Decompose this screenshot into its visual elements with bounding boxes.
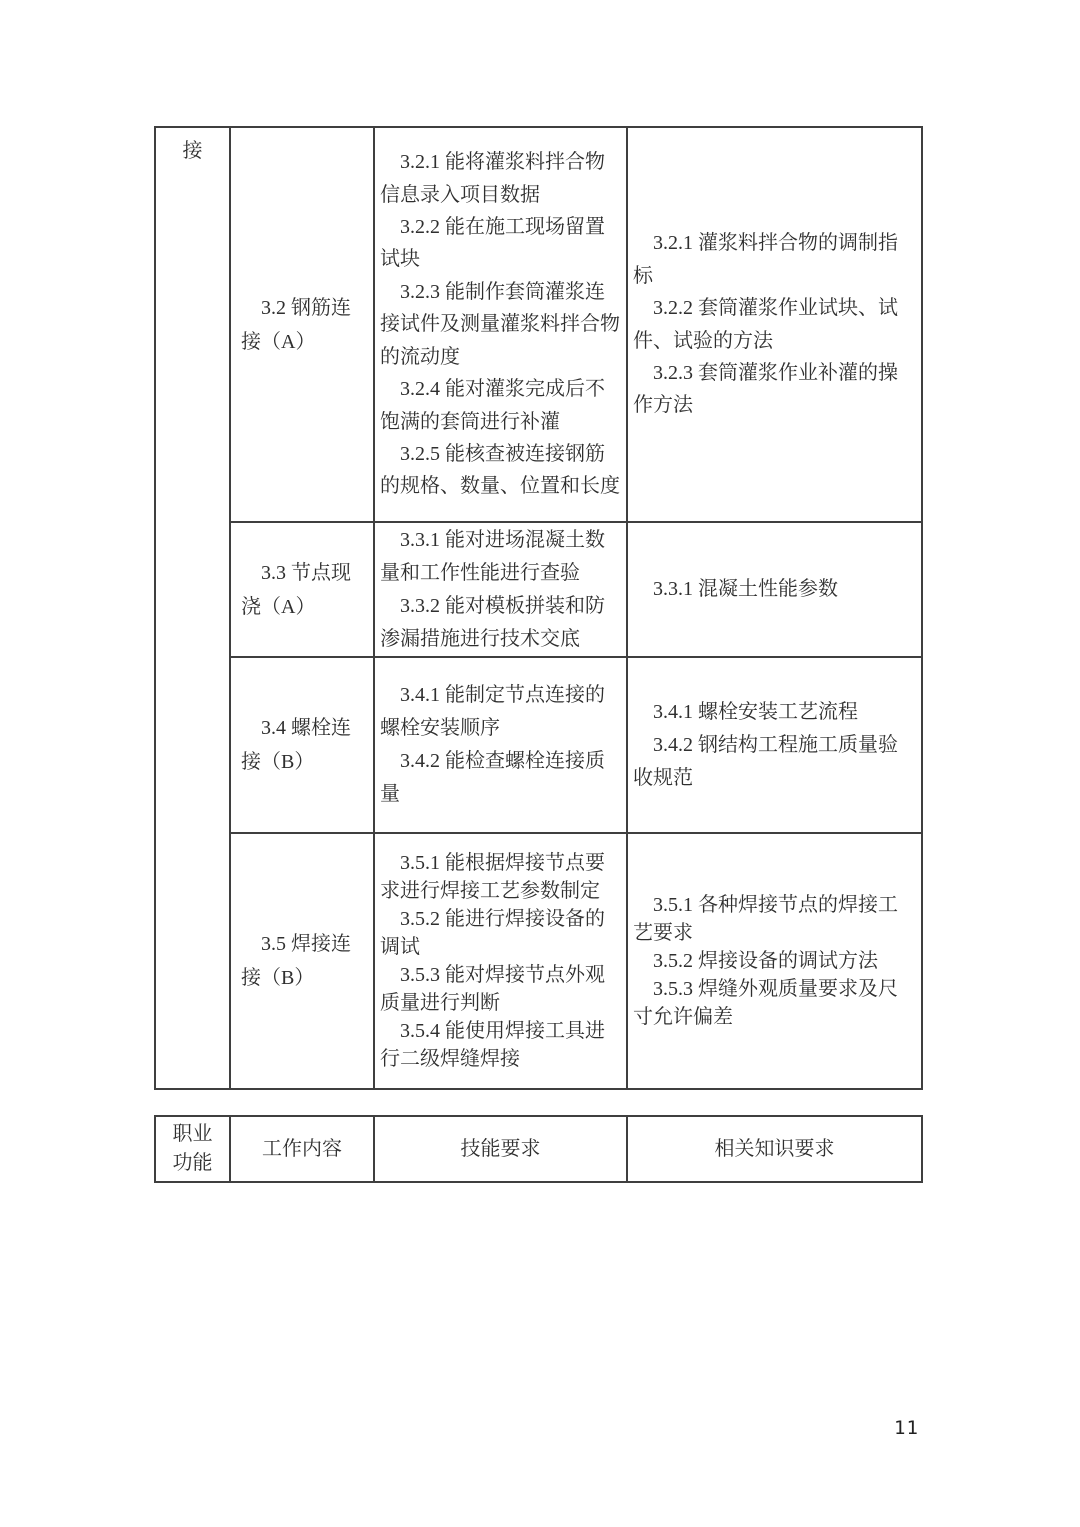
work-content-cell-3-5 xyxy=(229,832,373,1088)
knowledge-item: 3.3.1 混凝土性能参数 xyxy=(653,578,838,600)
skill-item: 3.5.1 能根据焊接节点要求进行焊接工艺参数制定 xyxy=(380,852,605,902)
skill-item: 3.2.2 能在施工现场留置试块 xyxy=(380,216,605,271)
skill-item: 3.4.1 能制定节点连接的螺栓安装顺序 xyxy=(380,684,605,739)
work-content-label: 3.2 钢筋连接（A） xyxy=(241,296,351,353)
skill-requirements-cell-3-2 xyxy=(373,128,626,521)
knowledge-requirements-cell-3-3 xyxy=(626,521,921,656)
skill-item: 3.3.2 能对模板拼装和防渗漏措施进行技术交底 xyxy=(380,594,605,650)
header-work-content: 工作内容 xyxy=(229,1117,373,1181)
work-content-cell-3-4 xyxy=(229,656,373,832)
work-content-cell-3-3 xyxy=(229,521,373,656)
work-content-label: 3.4 螺栓连接（B） xyxy=(241,717,351,773)
knowledge-item: 3.2.2 套筒灌浆作业试块、试件、试验的方法 xyxy=(633,297,898,352)
skill-item: 3.2.4 能对灌浆完成后不饱满的套筒进行补灌 xyxy=(380,378,605,433)
occupational-function-cell xyxy=(156,128,229,1088)
knowledge-item: 3.4.2 钢结构工程施工质量验收规范 xyxy=(633,733,898,789)
knowledge-item: 3.2.3 套筒灌浆作业补灌的操作方法 xyxy=(633,361,898,417)
skill-item: 3.5.2 能进行焊接设备的调试 xyxy=(380,908,605,958)
skill-item: 3.3.1 能对进场混凝土数量和工作性能进行查验 xyxy=(380,528,605,584)
skill-item: 3.4.2 能检查螺栓连接质量 xyxy=(380,750,605,805)
work-content-cell-3-2 xyxy=(229,128,373,521)
occupational-function-continuation-label: 接 xyxy=(182,140,203,162)
page-number: 11 xyxy=(894,1417,919,1439)
knowledge-item: 3.4.1 螺栓安装工艺流程 xyxy=(653,700,858,723)
knowledge-requirements-cell-3-2 xyxy=(626,128,921,521)
skill-item: 3.2.5 能核查被连接钢筋的规格、数量、位置和长度 xyxy=(380,442,620,498)
skill-requirements-cell-3-5 xyxy=(373,832,626,1088)
header-occupational-function: 职业功能 xyxy=(172,1123,213,1174)
work-content-label: 3.5 焊接连接（B） xyxy=(241,933,351,989)
skill-requirements-cell-3-3 xyxy=(373,521,626,656)
skill-item: 3.5.3 能对焊接节点外观质量进行判断 xyxy=(380,964,605,1014)
skill-item: 3.5.4 能使用焊接工具进行二级焊缝焊接 xyxy=(380,1020,605,1070)
knowledge-requirements-cell-3-5 xyxy=(626,832,921,1088)
knowledge-requirements-cell-3-4 xyxy=(626,656,921,832)
work-content-label: 3.3 节点现浇（A） xyxy=(241,561,351,618)
knowledge-item: 3.5.3 焊缝外观质量要求及尺寸允许偏差 xyxy=(633,978,898,1028)
knowledge-item: 3.2.1 灌浆料拌合物的调制指标 xyxy=(633,232,898,287)
table-header-row xyxy=(154,1115,923,1183)
skill-item: 3.2.3 能制作套筒灌浆连接试件及测量灌浆料拌合物的流动度 xyxy=(380,280,620,368)
knowledge-item: 3.5.1 各种焊接节点的焊接工艺要求 xyxy=(633,894,898,944)
header-knowledge-requirements: 相关知识要求 xyxy=(626,1117,921,1181)
knowledge-item: 3.5.2 焊接设备的调试方法 xyxy=(653,950,878,972)
occupational-standards-table xyxy=(154,126,923,1090)
skill-requirements-cell-3-4 xyxy=(373,656,626,832)
skill-item: 3.2.1 能将灌浆料拌合物信息录入项目数据 xyxy=(380,151,605,206)
header-skill-requirements: 技能要求 xyxy=(373,1117,626,1181)
